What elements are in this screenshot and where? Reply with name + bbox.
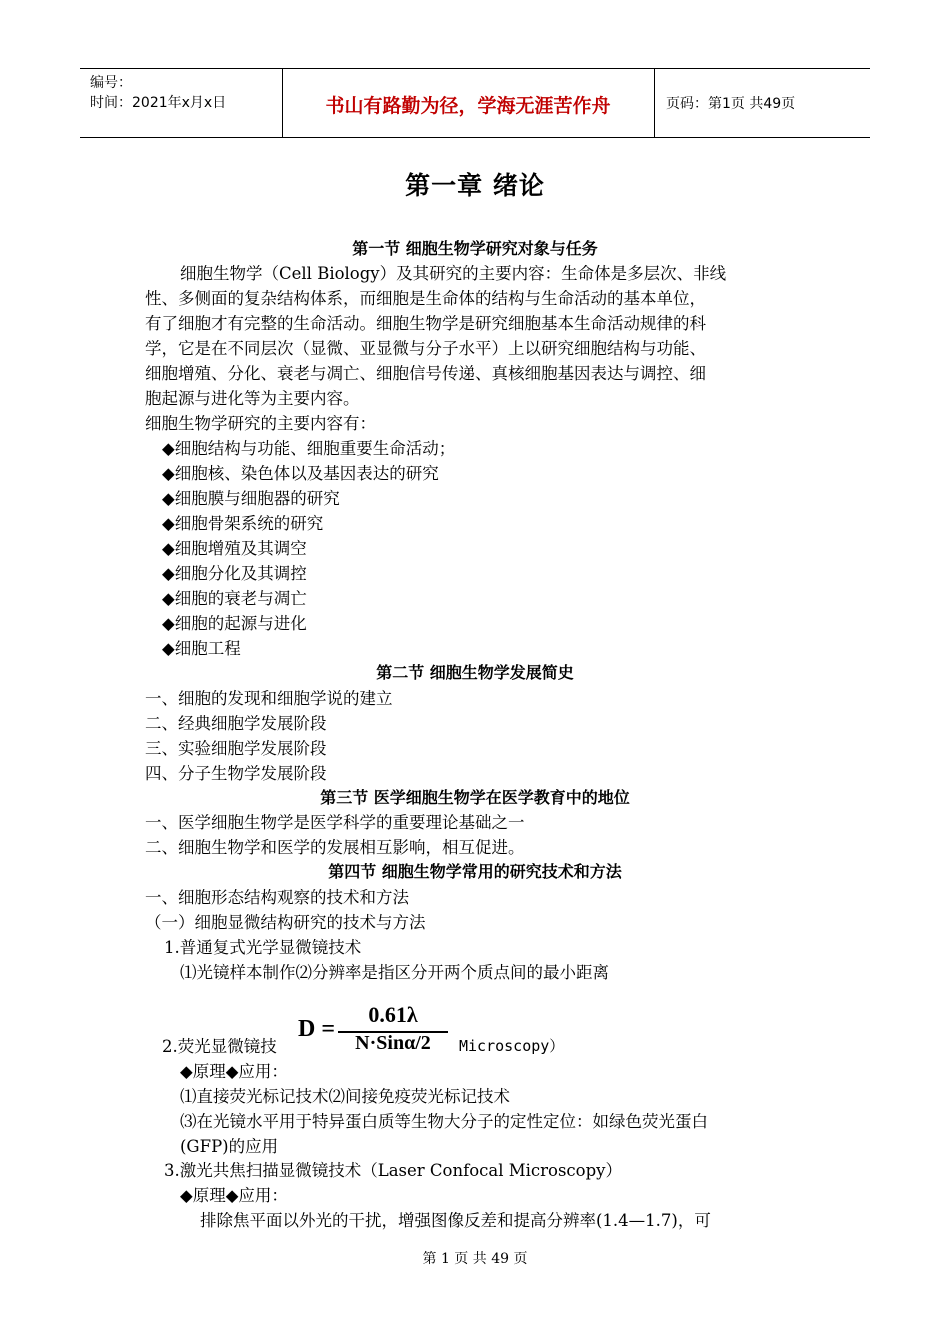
text-line: (GFP)的应用 bbox=[180, 1137, 279, 1156]
time-label: 时间：2021年x月x日 bbox=[90, 95, 227, 111]
list-item: ◆细胞工程 bbox=[162, 639, 241, 658]
text-line: 2.荧光显微镜技 bbox=[162, 1037, 277, 1056]
header-meta bbox=[90, 73, 226, 113]
paragraph-line: 学，它是在不同层次（显微、亚显微与分子水平）上以研究细胞结构与功能、 bbox=[145, 339, 706, 358]
text-line: 排除焦平面以外光的干扰，增强图像反差和提高分辨率(1.4—1.7)，可 bbox=[200, 1211, 711, 1230]
list-item: ◆细胞分化及其调控 bbox=[162, 564, 307, 583]
section-title: 第二节 细胞生物学发展简史 bbox=[376, 663, 574, 682]
page-footer: 第 1 页 共 49 页 bbox=[422, 1251, 528, 1267]
paragraph-line: 细胞增殖、分化、衰老与凋亡、细胞信号传递、真核细胞基因表达与调控、细 bbox=[145, 364, 706, 383]
list-intro: 细胞生物学研究的主要内容有： bbox=[145, 414, 376, 433]
resolution-formula bbox=[298, 1002, 450, 1058]
text-line: ⑶在光镜水平用于特异蛋白质等生物大分子的定性定位：如绿色荧光蛋白 bbox=[180, 1112, 708, 1131]
text-line: ⑴光镜样本制作⑵分辨率是指区分开两个质点间的最小距离 bbox=[180, 963, 609, 982]
section-title: 第四节 细胞生物学常用的研究技术和方法 bbox=[328, 862, 622, 881]
list-item: ◆细胞结构与功能、细胞重要生命活动； bbox=[162, 439, 456, 458]
list-item: ◆细胞膜与细胞器的研究 bbox=[162, 489, 340, 508]
list-item: ◆细胞核、染色体以及基因表达的研究 bbox=[162, 464, 439, 483]
list-item: ◆细胞的衰老与凋亡 bbox=[162, 589, 307, 608]
page-header bbox=[80, 68, 870, 138]
text-line: 一、细胞形态结构观察的技术和方法 bbox=[145, 888, 409, 907]
text-line: （一）细胞显微结构研究的技术与方法 bbox=[145, 913, 426, 932]
formula-numerator: 0.61λ bbox=[368, 1002, 418, 1027]
list-item: ◆细胞骨架系统的研究 bbox=[162, 514, 324, 533]
list-item: 二、经典细胞学发展阶段 bbox=[145, 714, 327, 733]
paragraph-line: 有了细胞才有完整的生命活动。细胞生物学是研究细胞基本生命活动规律的科 bbox=[145, 314, 706, 333]
section-title: 第一节 细胞生物学研究对象与任务 bbox=[352, 239, 598, 258]
text-line: 1.普通复式光学显微镜技术 bbox=[164, 938, 362, 957]
paragraph-line: 细胞生物学（Cell Biology）及其研究的主要内容：生命体是多层次、非线 bbox=[180, 264, 727, 283]
header-page-info: 页码：第1页 共49页 bbox=[666, 96, 796, 112]
list-item: 四、分子生物学发展阶段 bbox=[145, 764, 327, 783]
text-line: 3.激光共焦扫描显微镜技术（Laser Confocal Microscopy） bbox=[164, 1161, 622, 1180]
text-line: ◆原理◆应用： bbox=[180, 1186, 288, 1205]
chapter-title: 第一章 绪论 bbox=[405, 171, 545, 200]
number-label: 编号： bbox=[90, 75, 132, 91]
list-item: 一、细胞的发现和细胞学说的建立 bbox=[145, 689, 393, 708]
text-line: ◆原理◆应用： bbox=[180, 1062, 288, 1081]
list-item: 三、实验细胞学发展阶段 bbox=[145, 739, 327, 758]
text-line: Microscopy） bbox=[459, 1037, 565, 1055]
paragraph-line: 性、多侧面的复杂结构体系，而细胞是生命体的结构与生命活动的基本单位， bbox=[145, 289, 706, 308]
formula-lhs: D = bbox=[298, 1016, 336, 1042]
list-item: ◆细胞的起源与进化 bbox=[162, 614, 307, 633]
paragraph-line: 胞起源与进化等为主要内容。 bbox=[145, 389, 360, 408]
header-divider bbox=[654, 69, 655, 137]
list-item: ◆细胞增殖及其调空 bbox=[162, 539, 307, 558]
list-item: 二、细胞生物学和医学的发展相互影响，相互促进。 bbox=[145, 838, 525, 857]
section-title: 第三节 医学细胞生物学在医学教育中的地位 bbox=[320, 788, 630, 807]
header-motto: 书山有路勤为径，学海无涯苦作舟 bbox=[325, 95, 611, 117]
list-item: 一、医学细胞生物学是医学科学的重要理论基础之一 bbox=[145, 813, 525, 832]
formula-denominator: N·Sinα/2 bbox=[355, 1032, 431, 1054]
text-line: ⑴直接荧光标记技术⑵间接免疫荧光标记技术 bbox=[180, 1087, 510, 1106]
